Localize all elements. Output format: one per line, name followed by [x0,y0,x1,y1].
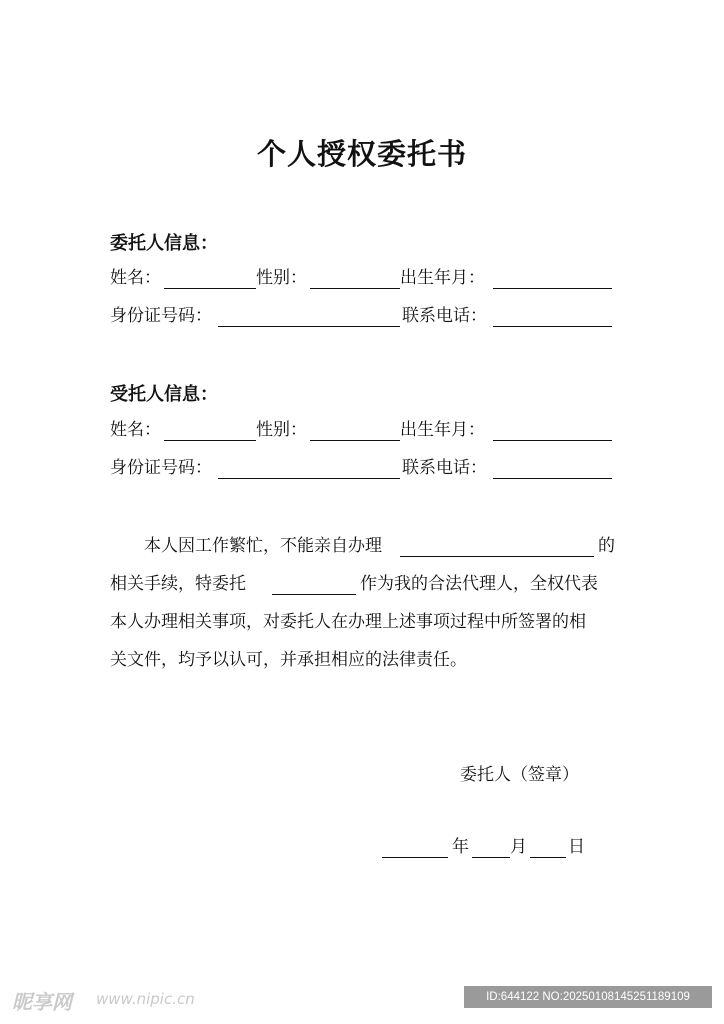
agent-name-label: 姓名： [110,420,161,440]
paragraph-line [110,610,620,638]
paragraph-text: 本人因工作繁忙，不能亲自办理 [144,536,382,556]
principal-basic-info-row [110,266,620,294]
paragraph-text: 关文件，均予以认可，并承担相应的法律责任。 [110,650,467,670]
agent-contact-row [110,456,620,484]
site-url-watermark: www.nipic.cn [96,990,195,1008]
principal-gender-field[interactable] [310,288,400,289]
principal-gender-label: 性别： [256,268,307,288]
month-field[interactable] [472,857,510,858]
agent-phone-label: 联系电话： [402,458,487,478]
paragraph-line [110,534,620,562]
principal-birth-label: 出生年月： [400,268,485,288]
agent-birth-field[interactable] [493,440,612,441]
principal-phone-field[interactable] [493,326,612,327]
agent-id-field[interactable] [218,478,400,479]
principal-phone-label: 联系电话： [402,306,487,326]
agent-gender-field[interactable] [310,440,400,441]
matter-field[interactable] [400,556,594,557]
principal-birth-field[interactable] [493,288,612,289]
principal-section-heading: 委托人信息： [110,233,218,254]
day-field[interactable] [530,857,566,858]
date-line [382,835,602,863]
image-id-badge: ID:644122 NO:20250108145251189109 [464,986,712,1008]
agent-birth-label: 出生年月： [400,420,485,440]
principal-contact-row [110,304,620,332]
page-title: 个人授权委托书 [256,137,467,171]
agent-phone-field[interactable] [493,478,612,479]
paragraph-text: 本人办理相关事项，对委托人在办理上述事项过程中所签署的相 [110,612,586,632]
principal-name-field[interactable] [164,288,256,289]
year-field[interactable] [382,857,448,858]
principal-name-label: 姓名： [110,268,161,288]
agent-name-inline-field[interactable] [272,594,356,595]
paragraph-text: 相关手续，特委托 [110,574,246,594]
principal-id-field[interactable] [218,326,400,327]
agent-basic-info-row [110,418,620,446]
month-label: 月 [510,837,527,857]
principal-id-label: 身份证号码： [110,306,212,326]
agent-gender-label: 性别： [256,420,307,440]
paragraph-line [110,648,620,676]
agent-section-heading: 受托人信息： [110,384,218,405]
agent-id-label: 身份证号码： [110,458,212,478]
agent-name-field[interactable] [164,440,256,441]
day-label: 日 [568,837,585,857]
paragraph-line [110,572,620,600]
paragraph-text: 的 [598,536,615,556]
year-label: 年 [452,837,469,857]
signature-label: 委托人（签章） [460,765,579,785]
site-logo-watermark: 昵享网 [12,990,72,1014]
paragraph-text: 作为我的合法代理人，全权代表 [360,574,598,594]
